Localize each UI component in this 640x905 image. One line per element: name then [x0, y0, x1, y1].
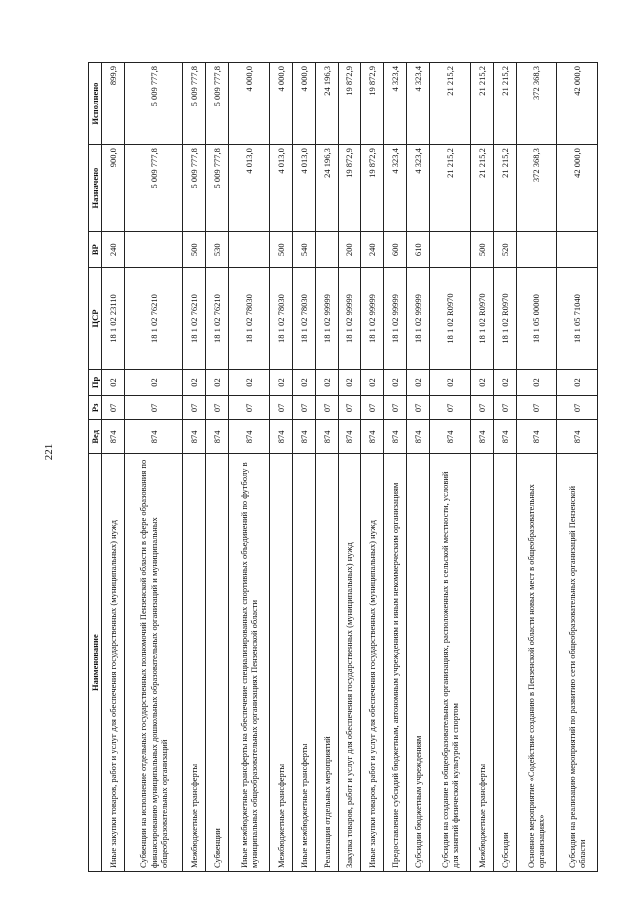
- cell-assigned: 21 215,2: [430, 145, 471, 232]
- cell-csr: 18 1 02 76210: [125, 268, 183, 369]
- cell-name: Субсидии на создание в общеобразовательных организациях, расположенных в сельской местности, условий для занятий физической культурой и спортом: [430, 454, 471, 872]
- page-number: 221: [43, 443, 55, 461]
- cell-assigned: 4 013,0: [229, 145, 270, 232]
- cell-rz: 07: [183, 396, 206, 420]
- cell-pr: 02: [183, 369, 206, 396]
- cell-executed: 21 215,2: [430, 63, 471, 145]
- cell-ved: 874: [430, 420, 471, 454]
- cell-rz: 07: [102, 396, 125, 420]
- cell-ved: 874: [292, 420, 315, 454]
- cell-pr: 02: [361, 369, 384, 396]
- cell-executed: 5 009 777,8: [206, 63, 229, 145]
- cell-name: Иные закупки товаров, работ и услуг для обеспечения государственных (муниципальных) нужд: [102, 454, 125, 872]
- cell-ved: 874: [338, 420, 361, 454]
- cell-executed: 5 009 777,8: [125, 63, 183, 145]
- cell-vr: 520: [493, 232, 516, 268]
- cell-executed: 4 323,4: [407, 63, 430, 145]
- cell-csr: 18 1 02 99999: [384, 268, 407, 369]
- cell-executed: 5 009 777,8: [183, 63, 206, 145]
- cell-assigned: 19 872,9: [361, 145, 384, 232]
- cell-assigned: 900,0: [102, 145, 125, 232]
- cell-rz: 07: [493, 396, 516, 420]
- cell-csr: 18 1 05 71040: [557, 268, 598, 369]
- cell-assigned: 4 013,0: [292, 145, 315, 232]
- cell-executed: 4 000,0: [269, 63, 292, 145]
- cell-assigned: 5 009 777,8: [206, 145, 229, 232]
- cell-executed: 21 215,2: [470, 63, 493, 145]
- cell-pr: 02: [269, 369, 292, 396]
- cell-executed: 19 872,9: [361, 63, 384, 145]
- cell-csr: 18 1 05 00000: [516, 268, 557, 369]
- cell-ved: 874: [229, 420, 270, 454]
- cell-executed: 19 872,9: [338, 63, 361, 145]
- cell-executed: 899,9: [102, 63, 125, 145]
- cell-ved: 874: [206, 420, 229, 454]
- cell-name: Субсидии на реализацию мероприятий по развитию сети общеобразовательных организаций Пензенской области: [557, 454, 598, 872]
- cell-ved: 874: [102, 420, 125, 454]
- cell-pr: 02: [315, 369, 338, 396]
- cell-assigned: 5 009 777,8: [125, 145, 183, 232]
- table-row: [557, 63, 598, 872]
- cell-executed: 24 196,3: [315, 63, 338, 145]
- table-row: [430, 63, 471, 872]
- cell-pr: 02: [407, 369, 430, 396]
- header-assigned: Назначено: [89, 145, 102, 232]
- cell-assigned: 4 013,0: [269, 145, 292, 232]
- cell-vr: 500: [470, 232, 493, 268]
- cell-assigned: 4 323,4: [407, 145, 430, 232]
- cell-csr: 18 1 02 99999: [407, 268, 430, 369]
- cell-pr: 02: [125, 369, 183, 396]
- cell-name: Реализация отдельных мероприятий: [315, 454, 338, 872]
- cell-pr: 02: [470, 369, 493, 396]
- budget-table: [88, 62, 598, 872]
- cell-rz: 07: [430, 396, 471, 420]
- cell-vr: [557, 232, 598, 268]
- cell-vr: 540: [292, 232, 315, 268]
- cell-assigned: 21 215,2: [470, 145, 493, 232]
- cell-name: Иные закупки товаров, работ и услуг для обеспечения государственных (муниципальных) нужд: [361, 454, 384, 872]
- table-row: [384, 63, 407, 872]
- cell-pr: 02: [516, 369, 557, 396]
- cell-assigned: 42 000,0: [557, 145, 598, 232]
- cell-rz: 07: [407, 396, 430, 420]
- cell-executed: 42 000,0: [557, 63, 598, 145]
- cell-name: Закупка товаров, работ и услуг для обеспечения государственных (муниципальных) нужд: [338, 454, 361, 872]
- cell-ved: 874: [557, 420, 598, 454]
- cell-assigned: 5 009 777,8: [183, 145, 206, 232]
- cell-rz: 07: [292, 396, 315, 420]
- cell-vr: 610: [407, 232, 430, 268]
- cell-name: Межбюджетные трансферты: [269, 454, 292, 872]
- cell-vr: 530: [206, 232, 229, 268]
- table-row: [407, 63, 430, 872]
- cell-ved: 874: [493, 420, 516, 454]
- cell-rz: 07: [384, 396, 407, 420]
- cell-name: Иные межбюджетные трансферты на обеспечение специализированных спортивных объединений по футболу в муниципальных общеобразовательных организациях Пензенской области: [229, 454, 270, 872]
- cell-name: Межбюджетные трансферты: [183, 454, 206, 872]
- header-csr: ЦСР: [89, 268, 102, 369]
- table-row: [292, 63, 315, 872]
- cell-vr: [516, 232, 557, 268]
- cell-ved: 874: [125, 420, 183, 454]
- table-row: [229, 63, 270, 872]
- table-row: [315, 63, 338, 872]
- cell-vr: 600: [384, 232, 407, 268]
- cell-ved: 874: [361, 420, 384, 454]
- cell-pr: 02: [430, 369, 471, 396]
- cell-csr: 18 1 02 99999: [315, 268, 338, 369]
- table-row: [125, 63, 183, 872]
- cell-name: Субвенции: [206, 454, 229, 872]
- cell-csr: 18 1 02 78030: [269, 268, 292, 369]
- table-row: [470, 63, 493, 872]
- cell-pr: 02: [206, 369, 229, 396]
- cell-vr: 500: [183, 232, 206, 268]
- cell-rz: 07: [229, 396, 270, 420]
- cell-rz: 07: [516, 396, 557, 420]
- table-row: [516, 63, 557, 872]
- cell-csr: 18 1 02 76210: [206, 268, 229, 369]
- header-ved: Вед: [89, 420, 102, 454]
- header-rz: Рз: [89, 396, 102, 420]
- cell-vr: 240: [361, 232, 384, 268]
- cell-vr: [315, 232, 338, 268]
- cell-ved: 874: [407, 420, 430, 454]
- cell-pr: 02: [338, 369, 361, 396]
- cell-rz: 07: [125, 396, 183, 420]
- cell-csr: 18 1 02 99999: [361, 268, 384, 369]
- cell-vr: 200: [338, 232, 361, 268]
- cell-rz: 07: [206, 396, 229, 420]
- cell-vr: 240: [102, 232, 125, 268]
- cell-executed: 372 368,3: [516, 63, 557, 145]
- cell-pr: 02: [229, 369, 270, 396]
- cell-rz: 07: [470, 396, 493, 420]
- cell-csr: 18 1 02 99999: [338, 268, 361, 369]
- cell-name: Субсидии бюджетным учреждениям: [407, 454, 430, 872]
- cell-rz: 07: [315, 396, 338, 420]
- cell-pr: 02: [292, 369, 315, 396]
- cell-assigned: 4 323,4: [384, 145, 407, 232]
- cell-vr: [125, 232, 183, 268]
- cell-assigned: 372 368,3: [516, 145, 557, 232]
- cell-csr: 18 1 02 78030: [292, 268, 315, 369]
- table-header-row: [89, 63, 102, 872]
- table-row: [183, 63, 206, 872]
- cell-vr: [430, 232, 471, 268]
- cell-ved: 874: [470, 420, 493, 454]
- cell-csr: 18 1 02 R0970: [430, 268, 471, 369]
- cell-pr: 02: [493, 369, 516, 396]
- table-row: [102, 63, 125, 872]
- cell-vr: 500: [269, 232, 292, 268]
- cell-csr: 18 1 02 78030: [229, 268, 270, 369]
- cell-name: Субсидии: [493, 454, 516, 872]
- cell-ved: 874: [516, 420, 557, 454]
- table-row: [361, 63, 384, 872]
- header-name: Наименование: [89, 454, 102, 872]
- table-row: [206, 63, 229, 872]
- cell-name: Предоставление субсидий бюджетным, автономным учреждениям и иным некоммерческим организациям: [384, 454, 407, 872]
- cell-executed: 4 000,0: [292, 63, 315, 145]
- table-row: [493, 63, 516, 872]
- cell-name: Основное мероприятие «Содействие созданию в Пензенской области новых мест в общеобразовательных организациях»: [516, 454, 557, 872]
- cell-ved: 874: [384, 420, 407, 454]
- cell-csr: 18 1 02 23110: [102, 268, 125, 369]
- cell-csr: 18 1 02 R0970: [470, 268, 493, 369]
- table-body: [102, 63, 598, 872]
- cell-name: Иные межбюджетные трансферты: [292, 454, 315, 872]
- header-vr: ВР: [89, 232, 102, 268]
- cell-executed: 4 323,4: [384, 63, 407, 145]
- cell-vr: [229, 232, 270, 268]
- cell-name: Субвенции на исполнение отдельных государственных полномочий Пензенской области в сфере образования по финансированию муниципальных дошкольных образовательных организаций и муниципальных общеобразовательных организаций: [125, 454, 183, 872]
- cell-executed: 4 000,0: [229, 63, 270, 145]
- table-row: [269, 63, 292, 872]
- rotated-table-container: [88, 62, 598, 872]
- cell-name: Межбюджетные трансферты: [470, 454, 493, 872]
- cell-ved: 874: [269, 420, 292, 454]
- cell-rz: 07: [269, 396, 292, 420]
- cell-rz: 07: [361, 396, 384, 420]
- header-executed: Исполнено: [89, 63, 102, 145]
- cell-rz: 07: [557, 396, 598, 420]
- cell-executed: 21 215,2: [493, 63, 516, 145]
- cell-assigned: 24 196,3: [315, 145, 338, 232]
- cell-pr: 02: [384, 369, 407, 396]
- cell-ved: 874: [183, 420, 206, 454]
- cell-csr: 18 1 02 R0970: [493, 268, 516, 369]
- cell-assigned: 19 872,9: [338, 145, 361, 232]
- cell-assigned: 21 215,2: [493, 145, 516, 232]
- cell-pr: 02: [102, 369, 125, 396]
- header-pr: Пр: [89, 369, 102, 396]
- table-row: [338, 63, 361, 872]
- cell-csr: 18 1 02 76210: [183, 268, 206, 369]
- cell-rz: 07: [338, 396, 361, 420]
- cell-pr: 02: [557, 369, 598, 396]
- cell-ved: 874: [315, 420, 338, 454]
